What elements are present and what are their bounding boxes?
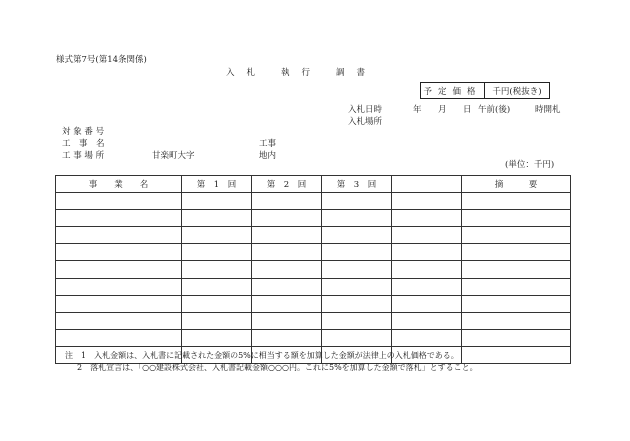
bid-datetime	[348, 106, 573, 116]
table-cell	[462, 278, 571, 295]
table-cell	[252, 193, 322, 210]
day-label: 日	[463, 105, 472, 115]
table-cell	[182, 244, 252, 261]
table-row	[56, 329, 571, 346]
table-cell	[182, 210, 252, 227]
table-cell	[322, 261, 392, 278]
header-round-2: 第 2 回	[252, 176, 322, 193]
table-cell	[322, 329, 392, 346]
table-cell	[252, 278, 322, 295]
table-cell	[392, 227, 462, 244]
note-1: 注 1 入札金額は、入札書に記載された金額の5%に相当する額を加算した金額が法律上の入札価格である。	[65, 351, 459, 360]
table-cell	[322, 312, 392, 329]
table-cell	[462, 261, 571, 278]
table-cell	[392, 193, 462, 210]
table-row	[56, 210, 571, 227]
header-round-3: 第 3 回	[322, 176, 392, 193]
unit-label: (単位：千円)	[505, 160, 555, 170]
table-cell	[462, 346, 571, 363]
table-cell	[392, 244, 462, 261]
table-cell	[392, 278, 462, 295]
table-cell	[392, 261, 462, 278]
table-cell	[182, 193, 252, 210]
table-cell	[392, 210, 462, 227]
planned-price-value: 千円(税抜き)	[492, 86, 542, 97]
table-cell	[56, 261, 182, 278]
table-row	[56, 193, 571, 210]
table-cell	[56, 295, 182, 312]
table-cell	[56, 244, 182, 261]
table-cell	[252, 244, 322, 261]
table-cell	[182, 295, 252, 312]
table-cell	[462, 227, 571, 244]
title-char: 行	[301, 68, 311, 78]
table-cell	[182, 312, 252, 329]
table-cell	[392, 295, 462, 312]
table-cell	[462, 244, 571, 261]
table-cell	[252, 295, 322, 312]
year-label: 年	[413, 105, 422, 115]
document-title	[226, 69, 377, 78]
table-cell	[252, 261, 322, 278]
header-remarks: 摘 要	[462, 176, 571, 193]
work-place-suffix: 地内	[259, 151, 277, 161]
table-cell	[56, 210, 182, 227]
table-row	[56, 244, 571, 261]
table-cell	[322, 193, 392, 210]
table-cell	[56, 329, 182, 346]
table-cell	[462, 329, 571, 346]
note-2: 2 落札宣言は、「○○建設株式会社、入札書記載金額○○○円。これに5%を加算した金額で落札」とすること。	[77, 363, 478, 372]
table-cell	[252, 329, 322, 346]
title-char: 入	[226, 68, 235, 78]
title-char: 調	[336, 68, 345, 78]
table-cell	[462, 193, 571, 210]
table-header-row	[56, 176, 571, 193]
bid-results-table	[55, 175, 571, 364]
planned-price-label: 予定価格	[421, 83, 485, 98]
work-name-label: 工 事 名	[62, 139, 105, 149]
header-project-name: 事 業 名	[56, 176, 182, 193]
table-cell	[322, 278, 392, 295]
table-cell	[322, 295, 392, 312]
header-blank	[392, 176, 462, 193]
table-cell	[462, 210, 571, 227]
table-cell	[462, 312, 571, 329]
header-round-1: 第 1 回	[182, 176, 252, 193]
table-cell	[252, 210, 322, 227]
table-row	[56, 227, 571, 244]
work-place-value: 甘楽町大字	[152, 151, 195, 161]
table-cell	[182, 329, 252, 346]
month-label: 月	[438, 105, 447, 115]
table-row	[56, 278, 571, 295]
table-cell	[56, 312, 182, 329]
table-cell	[462, 295, 571, 312]
table-cell	[56, 278, 182, 295]
table-row	[56, 312, 571, 329]
table-cell	[392, 329, 462, 346]
title-char: 執	[281, 68, 290, 78]
table-cell	[182, 227, 252, 244]
table-cell	[56, 193, 182, 210]
form-number: 様式第7号(第14条関係)	[56, 55, 147, 65]
table-cell	[252, 227, 322, 244]
table-cell	[182, 261, 252, 278]
target-number-label: 対 象 番 号	[62, 127, 105, 137]
table-cell	[56, 227, 182, 244]
work-name-suffix: 工事	[259, 139, 277, 149]
table-cell	[252, 312, 322, 329]
table-cell	[322, 244, 392, 261]
table-cell	[182, 278, 252, 295]
table-row	[56, 295, 571, 312]
bid-place-label: 入札場所	[348, 117, 383, 127]
table-cell	[322, 210, 392, 227]
planned-price-box	[420, 82, 550, 99]
table-cell	[322, 227, 392, 244]
table-row	[56, 261, 571, 278]
bid-datetime-label: 入札日時	[348, 105, 383, 115]
time-label: 時開札	[535, 105, 561, 115]
title-char: 札	[246, 68, 256, 78]
title-char: 書	[356, 68, 366, 78]
table-cell	[392, 312, 462, 329]
am-pm-label: 午前(後)	[478, 105, 511, 115]
work-place-label: 工 事 場 所	[62, 151, 105, 161]
